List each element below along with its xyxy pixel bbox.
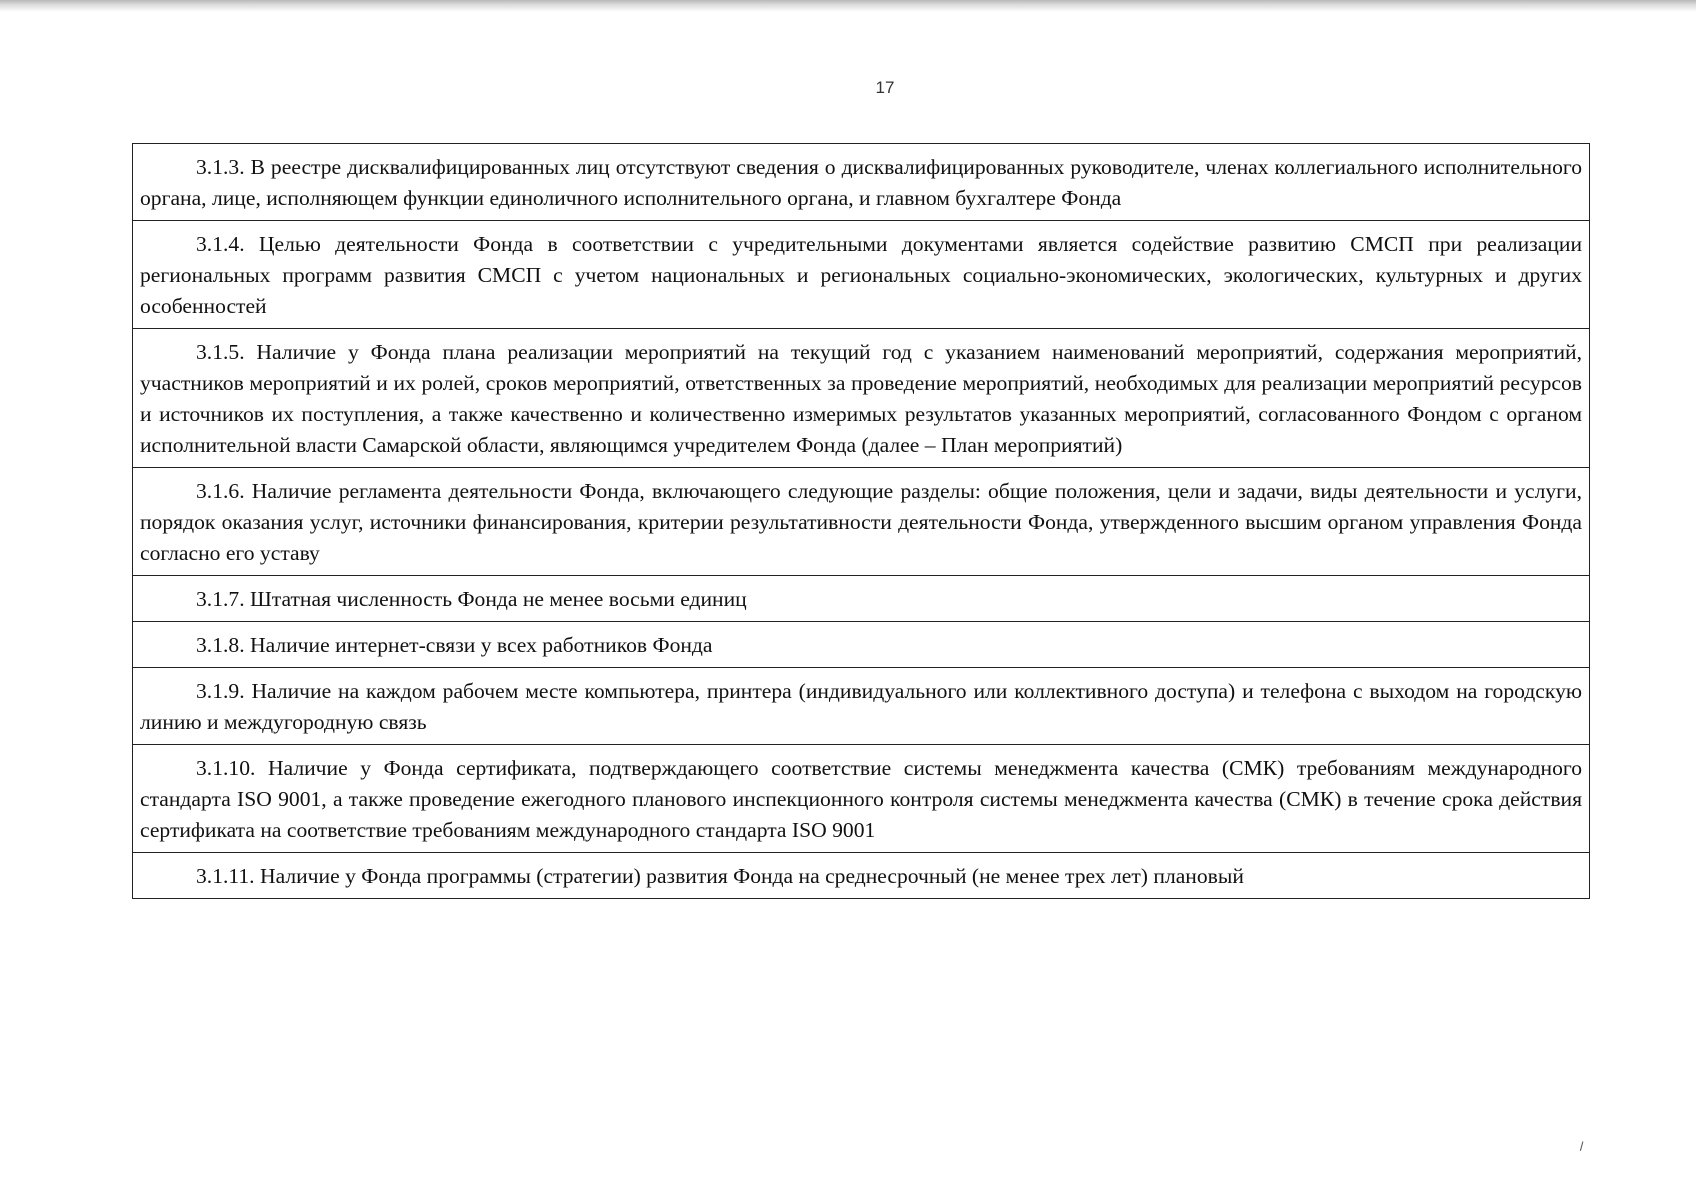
table-row [133, 576, 1590, 622]
clause-3-1-4: 3.1.4. Целью деятельности Фонда в соответствии с учредительными документами является содействие развитию СМСП при реализации региональных программ развития СМСП с учетом национальных и региональных социально-экономических, экологических, культурных и других особенностей [133, 221, 1590, 329]
clause-3-1-6: 3.1.6. Наличие регламента деятельности Фонда, включающего следующие разделы: общие положения, цели и задачи, виды деятельности и услуги, порядок оказания услуг, источники финансирования, критерии результативности деятельности Фонда, утвержденного высшим органом управления Фонда согласно его уставу [133, 468, 1590, 576]
clause-3-1-10: 3.1.10. Наличие у Фонда сертификата, подтверждающего соответствие системы менеджмента качества (СМК) требованиям международного стандарта ISO 9001, а также проведение ежегодного планового инспекционного контроля системы менеджмента качества (СМК) в течение срока действия сертификата на соответствие требованиям международного стандарта ISO 9001 [133, 745, 1590, 853]
clause-3-1-9: 3.1.9. Наличие на каждом рабочем месте компьютера, принтера (индивидуального или коллективного доступа) и телефона с выходом на городскую линию и междугородную связь [133, 668, 1590, 745]
clause-3-1-8: 3.1.8. Наличие интернет-связи у всех работников Фонда [133, 622, 1590, 668]
scan-artifact-mark: ⸝ [1568, 1129, 1590, 1155]
table-row [133, 853, 1590, 899]
clause-3-1-3: 3.1.3. В реестре дисквалифицированных лиц отсутствуют сведения о дисквалифицированных руководителе, членах коллегиального исполнительного органа, лице, исполняющем функции единоличного исполнительного органа, и главном бухгалтере Фонда [133, 144, 1590, 221]
clause-3-1-5: 3.1.5. Наличие у Фонда плана реализации мероприятий на текущий год с указанием наименований мероприятий, содержания мероприятий, участников мероприятий и их ролей, сроков мероприятий, ответственных за проведение мероприятий, необходимых для реализации мероприятий ресурсов и источников их поступления, а также качественно и количественно измеримых результатов указанных мероприятий, согласованного Фондом с органом исполнительной власти Самарской области, являющимся учредителем Фонда (далее – План мероприятий) [133, 329, 1590, 468]
table-row [133, 668, 1590, 745]
table-row [133, 622, 1590, 668]
clause-3-1-11: 3.1.11. Наличие у Фонда программы (стратегии) развития Фонда на среднесрочный (не менее трех лет) плановый [133, 853, 1590, 899]
table-row [133, 468, 1590, 576]
table-row [133, 329, 1590, 468]
page-number: 17 [875, 78, 895, 97]
table-row [133, 221, 1590, 329]
clause-3-1-7: 3.1.7. Штатная численность Фонда не менее восьми единиц [133, 576, 1590, 622]
table-row [133, 144, 1590, 221]
table-row [133, 745, 1590, 853]
criteria-table [132, 143, 1590, 899]
scan-top-edge [0, 0, 1696, 12]
